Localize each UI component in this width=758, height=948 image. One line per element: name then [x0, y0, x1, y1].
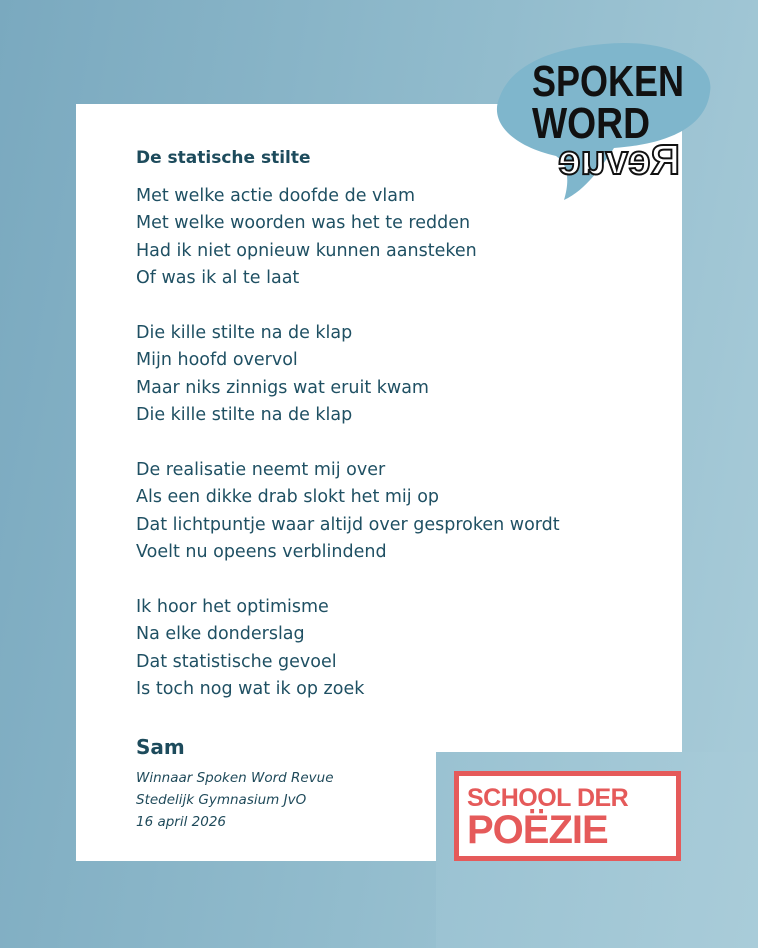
poem-line: Ik hoor het optimisme [136, 597, 329, 618]
stanza [136, 594, 656, 704]
poem-line: Na elke donderslag [136, 624, 305, 645]
poem-line: Met welke actie doofde de vlam [136, 186, 416, 206]
poem-line: Met welke woorden was het te redden [136, 213, 471, 234]
poem-line: Of was ik al te laat [136, 268, 300, 289]
poem-line: De realisatie neemt mij over [136, 460, 386, 481]
author-subtitle: Winnaar Spoken Word Revue [136, 770, 334, 786]
author-school: Stedelijk Gymnasium JvO [136, 792, 307, 808]
poem-line: Die kille stilte na de klap [136, 323, 353, 344]
stanza [136, 457, 656, 567]
school-der-poezie-logo [454, 771, 681, 861]
logo-word-spoken: SPOKEN [532, 57, 684, 106]
poem-line: Voelt nu opeens verblindend [136, 542, 387, 563]
poem-line: Die kille stilte na de klap [136, 405, 353, 426]
poem-line: Als een dikke drab slokt het mij op [136, 487, 440, 508]
author-name: Sam [136, 735, 185, 759]
author-meta [136, 767, 334, 833]
spoken-word-revue-logo [494, 40, 716, 210]
logo-school-der-text: SCHOOL DER [467, 784, 629, 812]
poem-title: De statische stilte [136, 148, 311, 168]
logo-word-word: WORD [532, 99, 650, 148]
poem-line: Is toch nog wat ik op zoek [136, 679, 365, 700]
poem-line: Mijn hoofd overvol [136, 350, 298, 371]
logo-word-revue: Revue [558, 136, 680, 183]
logo-poezie-text: POËZIE [467, 808, 608, 852]
poem-line: Maar niks zinnigs wat eruit kwam [136, 377, 429, 398]
poem-line: Dat statistische gevoel [136, 651, 337, 672]
poem-body [136, 183, 656, 731]
poem-date: 16 april 2026 [136, 814, 227, 830]
stanza [136, 320, 656, 430]
poem-line: Had ik niet opnieuw kunnen aansteken [136, 240, 477, 261]
poem-line: Dat lichtpuntje waar altijd over gesproken wordt [136, 514, 560, 535]
